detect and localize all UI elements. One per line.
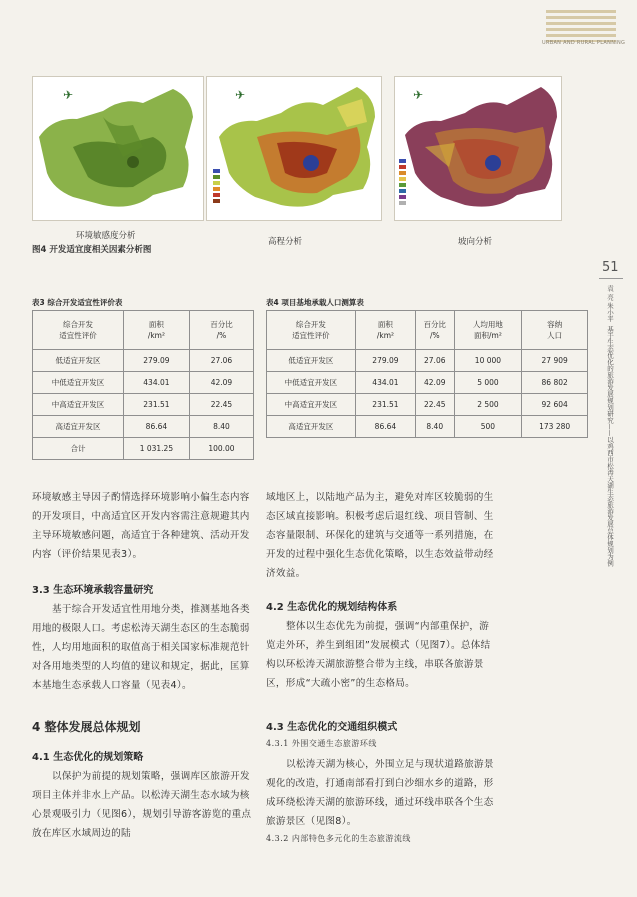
table-cell: 高适宜开发区 bbox=[267, 416, 356, 438]
table-cell: 231.51 bbox=[123, 394, 189, 416]
table-cell: 1 031.25 bbox=[123, 438, 189, 460]
map-environment-sensitivity-graphic bbox=[33, 77, 203, 220]
map-aspect-graphic bbox=[395, 77, 561, 220]
map-caption-elevation: 高程分析 bbox=[268, 237, 303, 247]
table-cell: 8.40 bbox=[415, 416, 454, 438]
left-paragraph-1: 环境敏感主导因子酌情选择环境影响小偏生态内容的开发项目，中高适宜区开发内容需注意规避其内主导环境敏感问题，高适宜于各种建筑、活动开发内容（评价结果见表3）。 bbox=[32, 492, 250, 560]
table4-header-row bbox=[267, 311, 588, 350]
table4-header-cell: 容纳 人口 bbox=[522, 311, 588, 350]
table-cell: 中低适宜开发区 bbox=[33, 372, 124, 394]
table-cell: 92 604 bbox=[522, 394, 588, 416]
table-cell: 22.45 bbox=[189, 394, 253, 416]
right-paragraph-3: 以松涛天湖为核心，外围立足与现状道路旅游景观化的改造，打通南部看打到白沙细水乡的道路，形成环绕松涛天湖的旅游环线，通过环线串联各个生态旅游景区（见图8）。 bbox=[266, 759, 494, 827]
table-cell: 27.06 bbox=[415, 350, 454, 372]
table-cell: 279.09 bbox=[123, 350, 189, 372]
table-cell: 高适宜开发区 bbox=[33, 416, 124, 438]
journal-header-label: URBAN AND RURAL PLANNING bbox=[542, 40, 626, 46]
table-row bbox=[267, 394, 588, 416]
map-caption-aspect: 坡向分析 bbox=[458, 237, 493, 247]
table-cell: 低适宜开发区 bbox=[33, 350, 124, 372]
table-row bbox=[33, 372, 254, 394]
table-row bbox=[267, 350, 588, 372]
table-row bbox=[33, 416, 254, 438]
side-authors: 袁 亮 朱小平 bbox=[606, 285, 614, 322]
table-row bbox=[267, 416, 588, 438]
table3-caption: 表3 综合开发适宜性评价表 bbox=[32, 298, 123, 307]
section-heading-4-2: 4.2 生态优化的规划结构体系 bbox=[266, 602, 398, 613]
map-caption-environment: 环境敏感度分析 bbox=[76, 231, 136, 241]
table3 bbox=[32, 310, 254, 460]
section-heading-4-3-1: 4.3.1 外围交通生态旅游环线 bbox=[266, 739, 377, 748]
table-cell: 2 500 bbox=[454, 394, 522, 416]
left-paragraph-3: 以保护为前提的规划策略，强调库区旅游开发项目主体并非水上产品。以松涛天湖生态水域为核心景观吸引力（见图6），规划引导游客游览的重点放在库区水域周边的陆 bbox=[32, 771, 252, 839]
table3-header-cell: 面积 /km² bbox=[123, 311, 189, 350]
table-cell: 86.64 bbox=[123, 416, 189, 438]
side-divider bbox=[599, 278, 623, 279]
section-heading-4-1: 4.1 生态优化的规划策略 bbox=[32, 752, 144, 763]
table-cell: 中低适宜开发区 bbox=[267, 372, 356, 394]
table3-header-row bbox=[33, 311, 254, 350]
section-heading-4-3-2: 4.3.2 内部特色多元化的生态旅游流线 bbox=[266, 834, 411, 843]
table-cell: 合计 bbox=[33, 438, 124, 460]
map-elevation bbox=[206, 76, 382, 221]
table4-header-cell: 人均用地 面积/m² bbox=[454, 311, 522, 350]
table4-caption: 表4 项目基地承载人口测算表 bbox=[266, 298, 364, 307]
table-cell: 279.09 bbox=[355, 350, 415, 372]
table-cell: 42.09 bbox=[415, 372, 454, 394]
table-cell: 231.51 bbox=[355, 394, 415, 416]
side-running-title bbox=[604, 285, 616, 566]
north-arrow-icon: ✈ bbox=[63, 88, 74, 102]
table-cell: 86 802 bbox=[522, 372, 588, 394]
table-cell: 86.64 bbox=[355, 416, 415, 438]
table4-header-cell: 百分比 /% bbox=[415, 311, 454, 350]
journal-logo-stripes bbox=[546, 10, 616, 42]
section-heading-4: 4 整体发展总体规划 bbox=[32, 720, 141, 734]
table-row bbox=[33, 438, 254, 460]
table4-header-cell: 面积 /km² bbox=[355, 311, 415, 350]
table-cell: 173 280 bbox=[522, 416, 588, 438]
table-cell: 27 909 bbox=[522, 350, 588, 372]
table-cell: 中高适宜开发区 bbox=[33, 394, 124, 416]
table4-header-cell: 综合开发 适宜性评价 bbox=[267, 311, 356, 350]
table-cell: 42.09 bbox=[189, 372, 253, 394]
table-cell: 10 000 bbox=[454, 350, 522, 372]
table-row bbox=[267, 372, 588, 394]
table4 bbox=[266, 310, 588, 438]
table-cell: 500 bbox=[454, 416, 522, 438]
left-paragraph-2: 基于综合开发适宜性用地分类，推测基地各类用地的极限人口。考虑松涛天湖生态区的生态脆弱性，人均用地面积的取值高于相关国家标准规范针对各用地类型的人均值的建议和规定，据此，匡算本基地生态承载人口容量（见表4）。 bbox=[32, 604, 250, 691]
table-cell: 27.06 bbox=[189, 350, 253, 372]
map-environment-sensitivity bbox=[32, 76, 204, 221]
side-article-title: 基于生态优化的旅游发展规划研究——以鸡西市松涛天湖生态旅游发展总体规划为例 bbox=[606, 325, 614, 567]
north-arrow-icon: ✈ bbox=[413, 88, 424, 102]
table-row bbox=[33, 394, 254, 416]
right-paragraph-2: 整体以生态优先为前提，强调“内部重保护，游览走外环，养生到组团”发展模式（见图7）。总体结构以环松涛天湖旅游整合带为主线，串联各旅游景区，形成“大疏小密”的生态格局。 bbox=[266, 621, 491, 689]
table-cell: 100.00 bbox=[189, 438, 253, 460]
table3-header-cell: 综合开发 适宜性评价 bbox=[33, 311, 124, 350]
table-cell: 中高适宜开发区 bbox=[267, 394, 356, 416]
table-cell: 22.45 bbox=[415, 394, 454, 416]
table-row bbox=[33, 350, 254, 372]
table-cell: 5 000 bbox=[454, 372, 522, 394]
page-number: 51 bbox=[602, 260, 619, 275]
table3-header-cell: 百分比 /% bbox=[189, 311, 253, 350]
table-cell: 434.01 bbox=[123, 372, 189, 394]
table-cell: 8.40 bbox=[189, 416, 253, 438]
north-arrow-icon: ✈ bbox=[235, 88, 246, 102]
figure-caption: 图4 开发适宜度相关因素分析图 bbox=[32, 245, 152, 255]
map-elevation-graphic bbox=[207, 77, 381, 220]
table-cell: 434.01 bbox=[355, 372, 415, 394]
section-heading-3-3: 3.3 生态环境承载容量研究 bbox=[32, 585, 154, 596]
map-aspect bbox=[394, 76, 562, 221]
right-paragraph-1: 域地区上，以陆地产品为主，避免对库区较脆弱的生态区域直接影响。积极考虑后退红线、项目管制、生态容量限制、环保化的建筑与交通等一系列措施，在开发的过程中强化生态优化策略，以生态效益带动经济效益。 bbox=[266, 492, 494, 579]
table-cell: 低适宜开发区 bbox=[267, 350, 356, 372]
section-heading-4-3: 4.3 生态优化的交通组织模式 bbox=[266, 722, 398, 733]
